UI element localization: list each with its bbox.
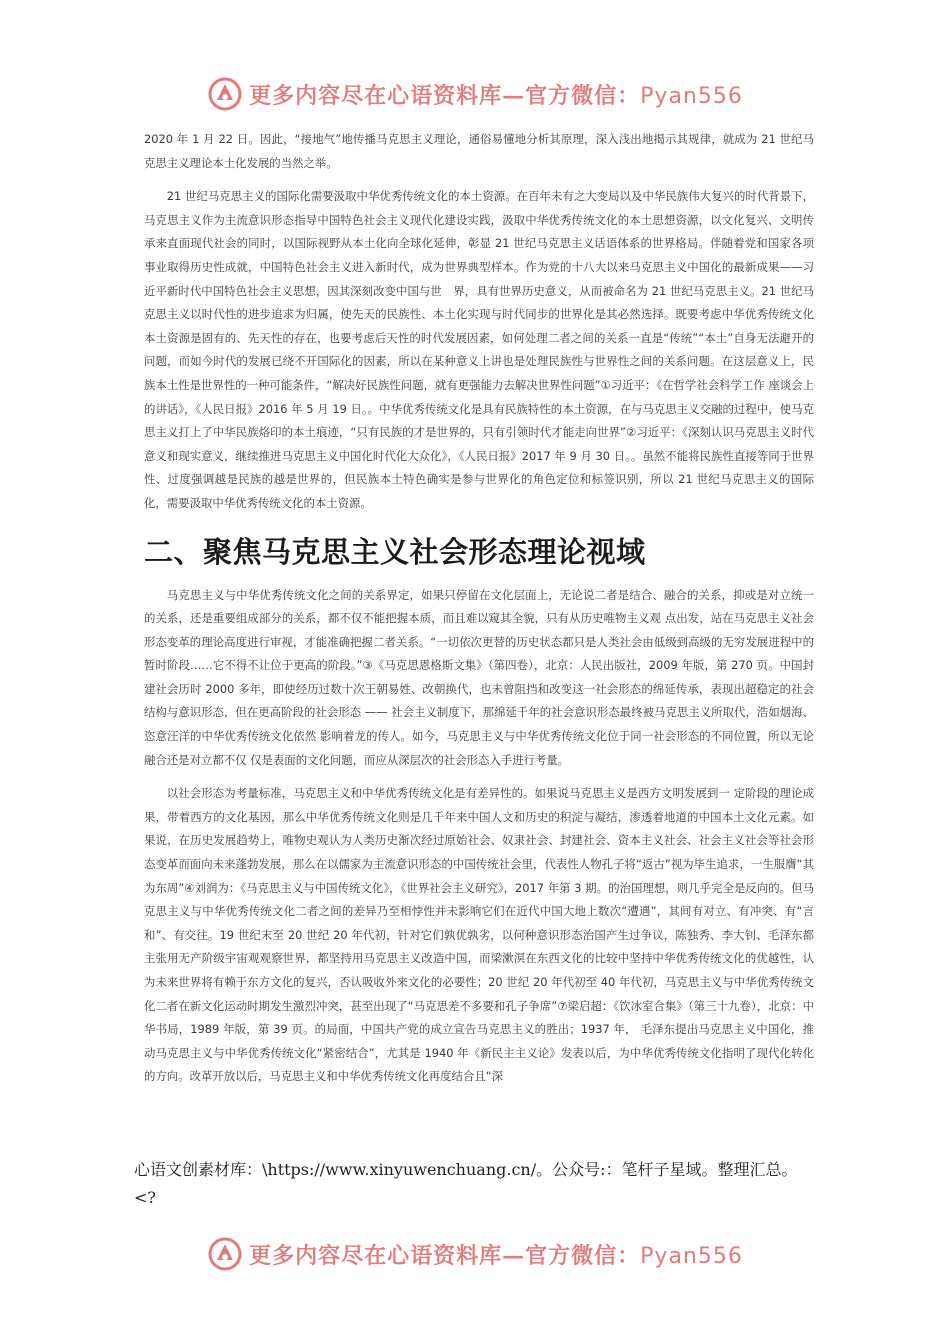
header-watermark-banner [0, 72, 950, 116]
section-heading: 二、聚焦马克思主义社会形态理论视域 [144, 534, 646, 569]
watermark-wechat-id: Pyan556 [640, 1243, 743, 1269]
paragraph-continuation: 2020 年 1 月 22 日。因此，“接地气”地传播马克思主义理论，通俗易懂地分析其原理，深入浅出地揭示其规律，就成为 21 世纪马克思主义理论本土化发展的当然之举。 [144, 132, 814, 170]
source-footer-line-2: <? [134, 1188, 156, 1207]
document-body [144, 128, 814, 1089]
source-footer-line-1: 心语文创素材库：\https://www.xinyuwenchuang.cn/。公众号:：笔杆子星域。整理汇总。 [134, 1160, 798, 1179]
watermark-label: 更多内容尽在心语资料库—官方微信： [249, 82, 641, 109]
footer-watermark-banner [0, 1232, 950, 1276]
paragraph-relationship: 马克思主义与中华优秀传统文化之间的关系界定，如果只停留在文化层面上，无论说二者是结合、融合的关系，抑或是对立统一的关系，还是重要组成部分的关系，都不仅不能把握本质，而且难以窥其全貌，只有从历史唯物主义观 点出发，站在马克思主义社会形态变革的理论高度进行审视，才能准确把握二者关系。“一切依次更替的历史状态都只是人类社会由低级到高级的无穷发展进程中的暂时阶段……它不得不让位于更高的阶段。”③《马克思恩格斯文集》（第四卷），北京：人民出版社，2009 年版，第 270 页。中国封建社会历时 2000 多年，即使经历过数十次王朝易姓、改朝换代，也未曾阻挡和改变这一社会形态的绵延传承，表现出超稳定的社会结构与意识形态，但在更高阶段的社会形态 —— 社会主义制度下，那绵延千年的社会意识形态最终被马克思主义所取代，浩如烟海、恣意汪洋的中华优秀传统文化依然 影响着龙的传人。如今，马克思主义与中华优秀传统文化位于同一社会形态的不同位置，所以无论融合还是对立都不仅 仅是表面的文化问题，而应从深层次的社会形态入手进行考量。 [144, 587, 814, 767]
watermark-logo-icon [207, 1236, 243, 1272]
source-footer [134, 1156, 914, 1212]
watermark-text [249, 1239, 743, 1270]
watermark-wechat-id: Pyan556 [640, 83, 743, 109]
paragraph-social-form: 以社会形态为考量标准，马克思主义和中华优秀传统文化是有差异性的。如果说马克思主义是西方文明发展到一 定阶段的理论成果，带着西方的文化基因，那么中华优秀传统文化则是几千年来中国人文和历史的积淀与凝结，渗透着地道的中国本土文化元素。如果说，在历史发展趋势上，唯物史观认为人类历史渐次经过原始社会、奴隶社会、封建社会、资本主义社会、社会主义社会等社会形态变革而面向未来蓬勃发展，那么在以儒家为主流意识形态的中国传统社会里，代表性人物孔子将“返古”视为毕生追求，一生服膺“其为东周”④刘润为：《马克思主义与中国传统文化》，《世界社会主义研究》，2017 年第 3 期。的治国理想，则几乎完全是反向的。但马克思主义与中华优秀传统文化二者之间的差异乃至相悖性并未影响它们在近代中国大地上数次“遭遇”，其间有对立、有冲突、有“言和”、有交往。19 世纪末至 20 世纪 20 年代初，针对它们孰优孰劣，以何种意识形态治国产生过争议，陈独秀、李大钊、毛泽东都主张用无产阶级宇宙观观察世界，都坚持用马克思主义改造中国，而梁漱溟在东西文化的比较中坚持中华优秀传统文化的优越性，认为未来世界将有赖于东方文化的复兴，否认吸收外来文化的必要性；20 世纪 20 年代初至 40 年代初，马克思主义与中华优秀传统文化二者在新文化运动时期发生激烈冲突，甚至出现了“马克思差不多要和孔子争席”⑦梁启超：《饮冰室合集》（第三十九卷），北京：中华书局，1989 年版，第 39 页。的局面，中国共产党的成立宣告马克思主义的胜出；1937 年， 毛泽东提出马克思主义中国化，推动马克思主义与中华优秀传统文化“紧密结合”，尤其是 1940 年《新民主主义论》发表以后，为中华优秀传统文化指明了现代化转化的方向。改革开放以后，马克思主义和中华优秀传统文化再度结合且“深 [144, 786, 814, 1084]
watermark-text [249, 79, 743, 110]
paragraph-internationalization: 21 世纪马克思主义的国际化需要汲取中华优秀传统文化的本土资源。在百年未有之大变局以及中华民族伟大复兴的时代背景下，马克思主义作为主流意识形态指导中国特色社会主义现代化建设实践，汲取中华优秀传统文化的本土思想资源，以文化复兴、文明传承来直面现代社会的同时，以国际视野从本土化向全球化延伸，彰显 21 世纪马克思主义话语体系的世界格局。伴随着党和国家各项事业取得历史性成就，中国特色社会主义进入新时代，成为世界典型样本。作为党的十八大以来马克思主义中国化的最新成果——习近平新时代中国特色社会主义思想，因其深刻改变中国与世 界，具有世界历史意义，从而被命名为 21 世纪马克思主义。21 世纪马克思主义以时代性的进步追求为归属，使先天的民族性、本土化实现与时代同步的世界化是其必然选择。既要考虑中华优秀传统文化本土资源是固有的、先天性的存在，也要考虑后天性的时代发展因素，如何处理二者之间的关系一直是“传统”“本土”自身无法避开的问题，而如今时代的发展已绕不开国际化的因素，所以在某种意义上讲也是处理民族性与世界性之间的关系问题。在这层意义上，民族本土性是世界性的一种可能条件，“解决好民族性问题，就有更强能力去解决世界性问题”①习近平：《在哲学社会科学工作 座谈会上的讲话》，《人民日报》2016 年 5 月 19 日。。中华优秀传统文化是具有民族特性的本土资源，在与马克思主义交融的过程中，使马克思主义打上了中华民族烙印的本土痕迹，“只有民族的才是世界的，只有引领时代才能走向世界”②习近平：《深刻认识马克思主义时代意义和现实意义，继续推进马克思主义中国化时代化大众化》，《人民日报》2017 年 9 月 30 日。。虽然不能将民族性直接等同于世界性、过度强调越是民族的越是世界的，但民族本土特色确实是参与世界化的角色定位和标签识别，所以 21 世纪马克思主义的国际化，需要汲取中华优秀传统文化的本土资源。 [144, 189, 814, 510]
watermark-label: 更多内容尽在心语资料库—官方微信： [249, 1242, 641, 1269]
watermark-logo-icon [207, 76, 243, 112]
